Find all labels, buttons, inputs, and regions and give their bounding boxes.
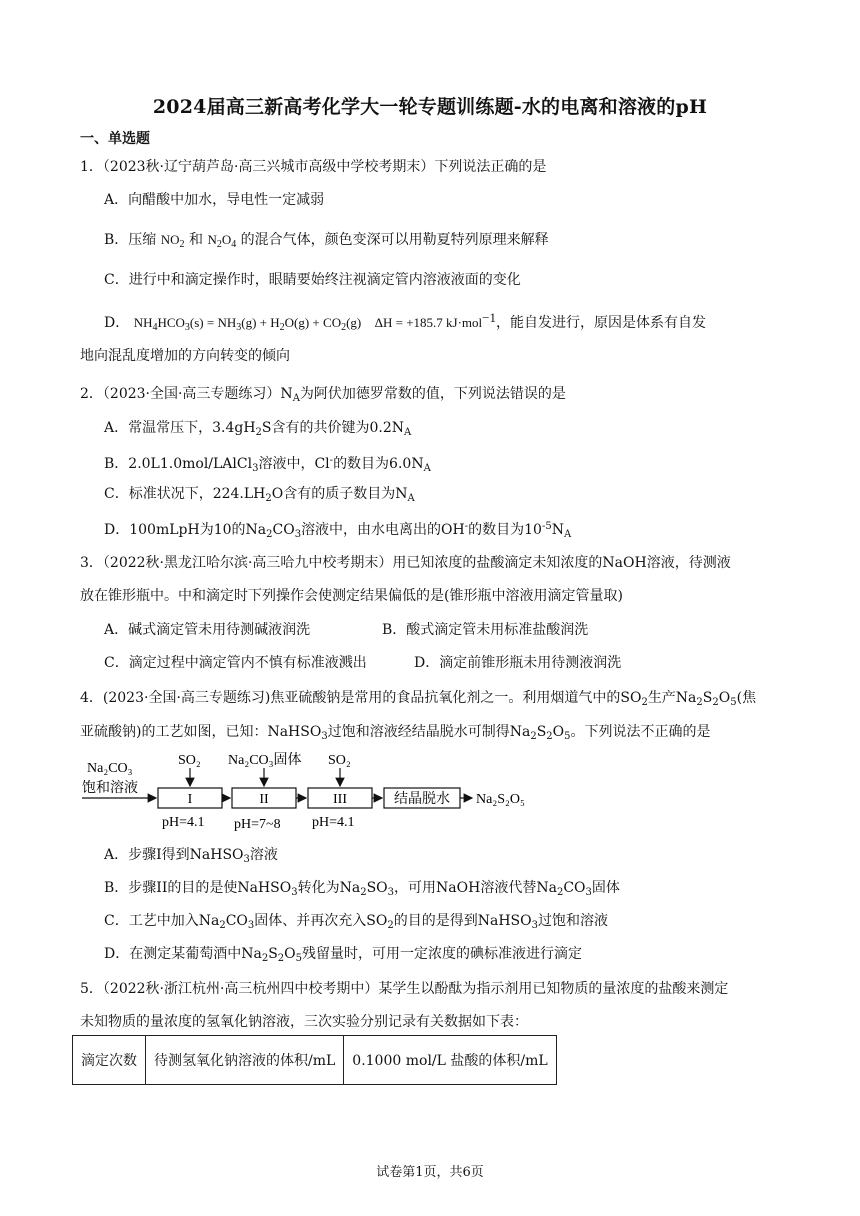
q3-option-c: C．滴定过程中滴定管内不慎有标准液溅出 — [104, 655, 367, 671]
q1-option-c: C．进行中和滴定操作时，眼睛要始终注视滴定管内溶液液面的变化 — [104, 272, 521, 288]
q5-stem-line2: 未知物质的量浓度的氢氧化钠溶液，三次实验分别记录有关数据如下表： — [80, 1014, 528, 1030]
q2-option-b: B．2.0L1.0mol/LAlCl$_3$溶液中，Cl-的数目为$6.0N_A$ — [104, 455, 431, 474]
q2-stem: 2．（2023·全国·高三专题练习）$N_A$为阿伏加德罗常数的值，下列说法错误的是 — [80, 386, 566, 404]
step-3-label: III — [333, 792, 347, 807]
ph-label-3: pH=4.1 — [312, 815, 355, 830]
q1-option-d: D． $NH_4HCO_3(s) = NH_3(g) + H_2O(g) + CO_2(g)$ ΔH = +185.7 kJ·mol$^{-1}$，能自发进行，原因是体系有自发 — [104, 310, 706, 333]
q3-option-d: D．滴定前锥形瓶未用待测液润洗 — [414, 655, 622, 671]
q4-stem-line1: 4．(2023·全国·高三专题练习)焦亚硫酸钠是常用的食品抗氧化剂之一。利用烟道气中的$SO_2$生产$Na_2S_2O_5$(焦 — [80, 690, 757, 708]
q1-stem: 1．（2023秋·辽宁葫芦岛·高三兴城市高级中学校考期末）下列说法正确的是 — [80, 159, 547, 175]
feed-label-2: 饱和溶液 — [82, 781, 138, 796]
section-heading: 一、单选题 — [80, 131, 150, 147]
q1-option-b: B．压缩 $NO_2$ 和 $N_2O_4$ 的混合气体，颜色变深可以用勒夏特列原理来解释 — [104, 232, 549, 250]
titration-data-table — [72, 1035, 557, 1085]
process-flow-diagram — [80, 748, 580, 834]
q3-option-b: B．酸式滴定管未用标准盐酸润洗 — [382, 622, 589, 638]
q1-option-d-cont: 地向混乱度增加的方向转变的倾向 — [80, 348, 290, 364]
q4-stem-line2: 亚硫酸钠)的工艺如图，已知：NaHSO$_3$过饱和溶液经结晶脱水可制得$Na_2S_2O_5$。下列说法不正确的是 — [80, 724, 711, 742]
q1-option-a: A．向醋酸中加水，导电性一定减弱 — [104, 192, 325, 208]
page-footer: 试卷第1页，共6页 — [376, 1165, 484, 1180]
ph-label-2: pH=7~8 — [234, 817, 281, 832]
table-header-row — [73, 1036, 557, 1085]
table-header-cell: 待测氢氧化钠溶液的体积/mL — [146, 1036, 344, 1085]
q5-stem-line1: 5．（2022秋·浙江杭州·高三杭州四中校考期中）某学生以酚酞为指示剂用已知物质的量浓度的盐酸来测定 — [80, 981, 729, 997]
table-header-cell: 滴定次数 — [73, 1036, 146, 1085]
q4-option-d: D．在测定某葡萄酒中$Na_2S_2O_5$残留量时，可用一定浓度的碘标准液进行滴定 — [104, 946, 583, 964]
q3-option-a: A．碱式滴定管未用待测碱液润洗 — [104, 622, 311, 638]
step-2-label: II — [259, 792, 269, 807]
na2co3-solid-label: Na₂CO₃固体 — [228, 753, 302, 768]
step-1-label: I — [187, 792, 193, 807]
product-label: Na₂S₂O₅ — [476, 792, 525, 807]
page-title: 2024届高三新高考化学大一轮专题训练题-水的电离和溶液的pH — [152, 96, 708, 118]
q3-stem-line2: 放在锥形瓶中。中和滴定时下列操作会使测定结果偏低的是(锥形瓶中溶液用滴定管量取) — [80, 588, 623, 604]
table-header-cell: 0.1000 mol/L 盐酸的体积/mL — [344, 1036, 556, 1085]
q4-option-c: C．工艺中加入$Na_2CO_3$固体、并再次充入$SO_2$的目的是得到NaHSO$_3$过饱和溶液 — [104, 913, 608, 931]
so2-label-2: SO₂ — [328, 753, 351, 768]
q4-option-b: B．步骤II的目的是使NaHSO$_3$转化为$Na_2SO_3$，可用NaOH溶液代替$Na_2CO_3$固体 — [104, 880, 620, 898]
q2-option-d: D．100mLpH为10的$Na_2CO_3$溶液中，由水电离出的OH-的数目为$10^{-5}N_A$ — [104, 521, 572, 540]
q2-option-a: A．常温常压下，$3.4gH_2S$含有的共价键为$0.2N_A$ — [104, 420, 412, 438]
q4-option-a: A．步骤I得到NaHSO$_3$溶液 — [104, 847, 278, 865]
so2-label-1: SO₂ — [178, 753, 201, 768]
q3-stem-line1: 3．（2022秋·黑龙江哈尔滨·高三哈九中校考期末）用已知浓度的盐酸滴定未知浓度的NaOH溶液，待测液 — [80, 555, 731, 571]
feed-label-1: Na₂CO₃ — [87, 761, 133, 776]
ph-label-1: pH=4.1 — [162, 815, 205, 830]
q2-option-c: C．标准状况下，$224.LH_2O$含有的质子数目为$N_A$ — [104, 486, 415, 504]
crystal-label: 结晶脱水 — [394, 792, 450, 807]
